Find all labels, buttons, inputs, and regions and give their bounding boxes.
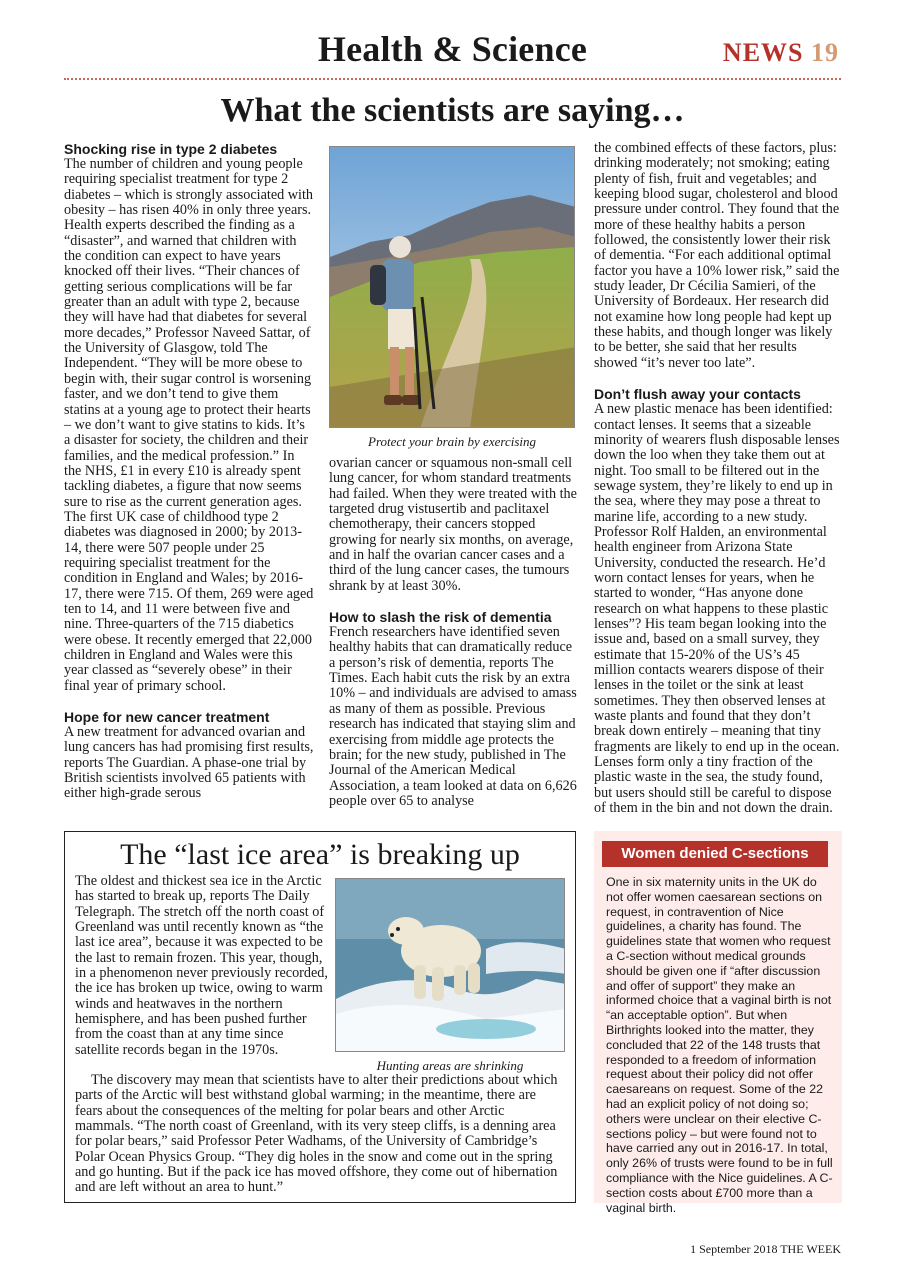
dementia-body: French researchers have identified seven healthy habits that can dramatically reduce a person’s risk of dementia, reports The Times. Each habit cuts the risk by an extra 10% – and individuals are advised to amass as many of them as possible. Previous research has indicated that staying slim and exercising from middle age protects the brain; for the new study, published in The Journal of the American Medical Association, a team looked at data on 6,626 people over 65 to analyse [329, 624, 577, 809]
column-1 [64, 141, 314, 802]
hiker-photo [329, 146, 575, 428]
contacts-body: A new plastic menace has been identified: contact lenses. It seems that a sizeable minority of wearers flush disposable lenses down the loo when they take them out at night. Too small to be filtered out in the sewage system, they’re likely to end up in the sea, where they may pose a threat to marine life, according to a new study. Professor Rolf Halden, an environmental health engineer from Arizona State University, conducted the research. He’d worn contact lenses for years, when he started to wonder, “Has anyone done research on what happens to these plastic lenses”? His team began looking into the issue and, based on a small survey, they estimate that 15-20% of the US’s 45 million contacts wearers dispose of their lenses in the toilet or the sink at least sometimes. They then observed lenses at waste plants and found that they don’t break down entirely – meaning that tiny fragments are likely to end up in the ocean. Lenses form only a tiny fraction of the plastic waste in the sea, the study found, but users should still be careful to dispose of them in the bin and not down the drain. [594, 401, 840, 817]
polar-bear-illustration [336, 879, 565, 1052]
ice-area-title: The “last ice area” is breaking up [120, 838, 520, 871]
column-3 [594, 141, 842, 816]
column-2 [329, 456, 577, 809]
c-section-heading: Women denied C-sections [602, 841, 828, 867]
polar-bear-photo [335, 878, 565, 1052]
news-label: NEWS [722, 38, 804, 67]
cancer-heading: Hope for new cancer treatment [64, 709, 270, 726]
hiker-illustration [330, 147, 575, 428]
ice-area-paragraph-1: The oldest and thickest sea ice in the Arctic has started to break up, reports The Daily Telegraph. The stretch off the north coast of Greenland was until recently known as “the last ice area”, because it was expected to be the last to remain frozen. This year, though, in a phenomenon never previously recorded, the ice has broken up twice, owing to warm winds and heatwaves in the northern hemisphere, and has been pushed further from the coast than at any time since satellite records began in the 1970s. [75, 873, 328, 1058]
main-headline: What the scientists are saying… [220, 92, 685, 129]
cancer-body: A new treatment for advanced ovarian and lung cancers has had promising first results, reports The Guardian. A phase-one trial by British scientists involved 65 patients with either high-grade serous [64, 724, 314, 802]
page-footer: 1 September 2018 THE WEEK [690, 1242, 841, 1256]
c-section-body: One in six maternity units in the UK do not offer women caesarean sections on request, in contravention of Nice guidelines, a charity has found. The guidelines state that women who request a C-section without medical grounds should be given one if “after discussion and offer of support” they make an informed choice that a vaginal birth is not “an acceptable option”. But when Birthrights looked into the matter, they concluded that 22 of the 148 trusts that responded to a freedom of information request about their policy did not offer caesareans on request. Some of the 22 had an explicit policy of not doing so; others were unclear on their elective C-sections policy – but were found not to have carried any out in 2016-17. In total, only 26% of trusts were found to be in full compliance with the Nice guidelines. A C-section costs about £700 more than a vaginal birth. [606, 875, 833, 1215]
ice-area-paragraph-2: The discovery may mean that scientists have to alter their predictions about which parts of the Arctic will best withstand global warming; in the meantime, there are fears about the consequences of the melting for polar bears and other Arctic mammals. “The north coast of Greenland, with its very steep cliffs, is a denning area for polar bears,” said Professor Peter Wadhams, of the University of Cambridge’s Polar Ocean Physics Group. “They dig holes in the snow and come out in the spring and go hunting. But if the pack ice has moved offshore, they come out of hibernation and are left without an area to hunt.” [75, 1072, 558, 1196]
dementia-heading: How to slash the risk of dementia [329, 609, 552, 626]
polar-bear-caption: Hunting areas are shrinking [376, 1058, 524, 1073]
dementia-body-continued: the combined effects of these factors, plus: drinking moderately; not smoking; eating plenty of fish, fruit and vegetables; and keeping blood sugar, cholesterol and blood pressure under control. They found that the more of these healthy habits a person followed, the consistently lower their risk of dementia. “For each additional optimal factor you have a 10% lower risk,” said the study leader, Dr Cécilia Samieri, of the University of Bordeaux. Her research did not examine how long people had kept up these habits, and though longer was likely to be better, she said that her results showed “it’s never too late”. [594, 140, 840, 371]
hiker-photo-caption: Protect your brain by exercising [368, 434, 536, 449]
page-number: 19 [811, 38, 839, 67]
ice-area-box [64, 831, 576, 1203]
diabetes-heading: Shocking rise in type 2 diabetes [64, 141, 278, 157]
c-section-sidebar [594, 831, 842, 1215]
cancer-body-continued: ovarian cancer or squamous non-small cell lung cancer, for whom standard treatments had failed. When they were treated with the targeted drug vistusertib and paclitaxel chemotherapy, their cancers stopped growing for nearly six months, on average, and in half the ovarian cancer cases and a third of the lung cancer cases, the tumours shrank by at least 30%. [329, 455, 577, 594]
contacts-heading: Don’t flush away your contacts [594, 386, 801, 403]
dotted-rule [64, 78, 841, 80]
section-title: Health & Science [317, 29, 588, 69]
news-page-label [723, 38, 839, 68]
diabetes-body: The number of children and young people requiring specialist treatment for type 2 diabetes – which is strongly associated with obesity – has risen 40% in only three years. Health experts described the finding as a “disaster”, and warned that children with the condition can expect to have years knocked off their lives. “Their chances of getting serious complications will be far greater than an adult with type 2, because they will have had that diabetes for several more decades,” Professor Naveed Sattar, of the University of Glasgow, told The Independent. “They will be more obese to begin with, their sugar control is worsening faster, and we don’t tend to give them statins at a young age to protect their hearts – we don’t want to give statins to kids. It’s a disaster for society, the children and their families, and the medical profession.” In the NHS, £1 in every £10 is already spent tackling diabetes, a figure that now seems sure to rise as the current generation ages. The first UK case of childhood type 2 diabetes was diagnosed in 2000; by 2013-14, there were 507 people under 25 requiring specialist treatment for the condition in England and Wales; by 2016-17, there were 715. Of them, 269 were aged ten to 14, and 11 were between five and nine. Three-quarters of the 715 diabetics were obese. It recently emerged that 22,000 children in England and Wales were this year classed as “severely obese” in their final year of primary school. [64, 156, 314, 694]
